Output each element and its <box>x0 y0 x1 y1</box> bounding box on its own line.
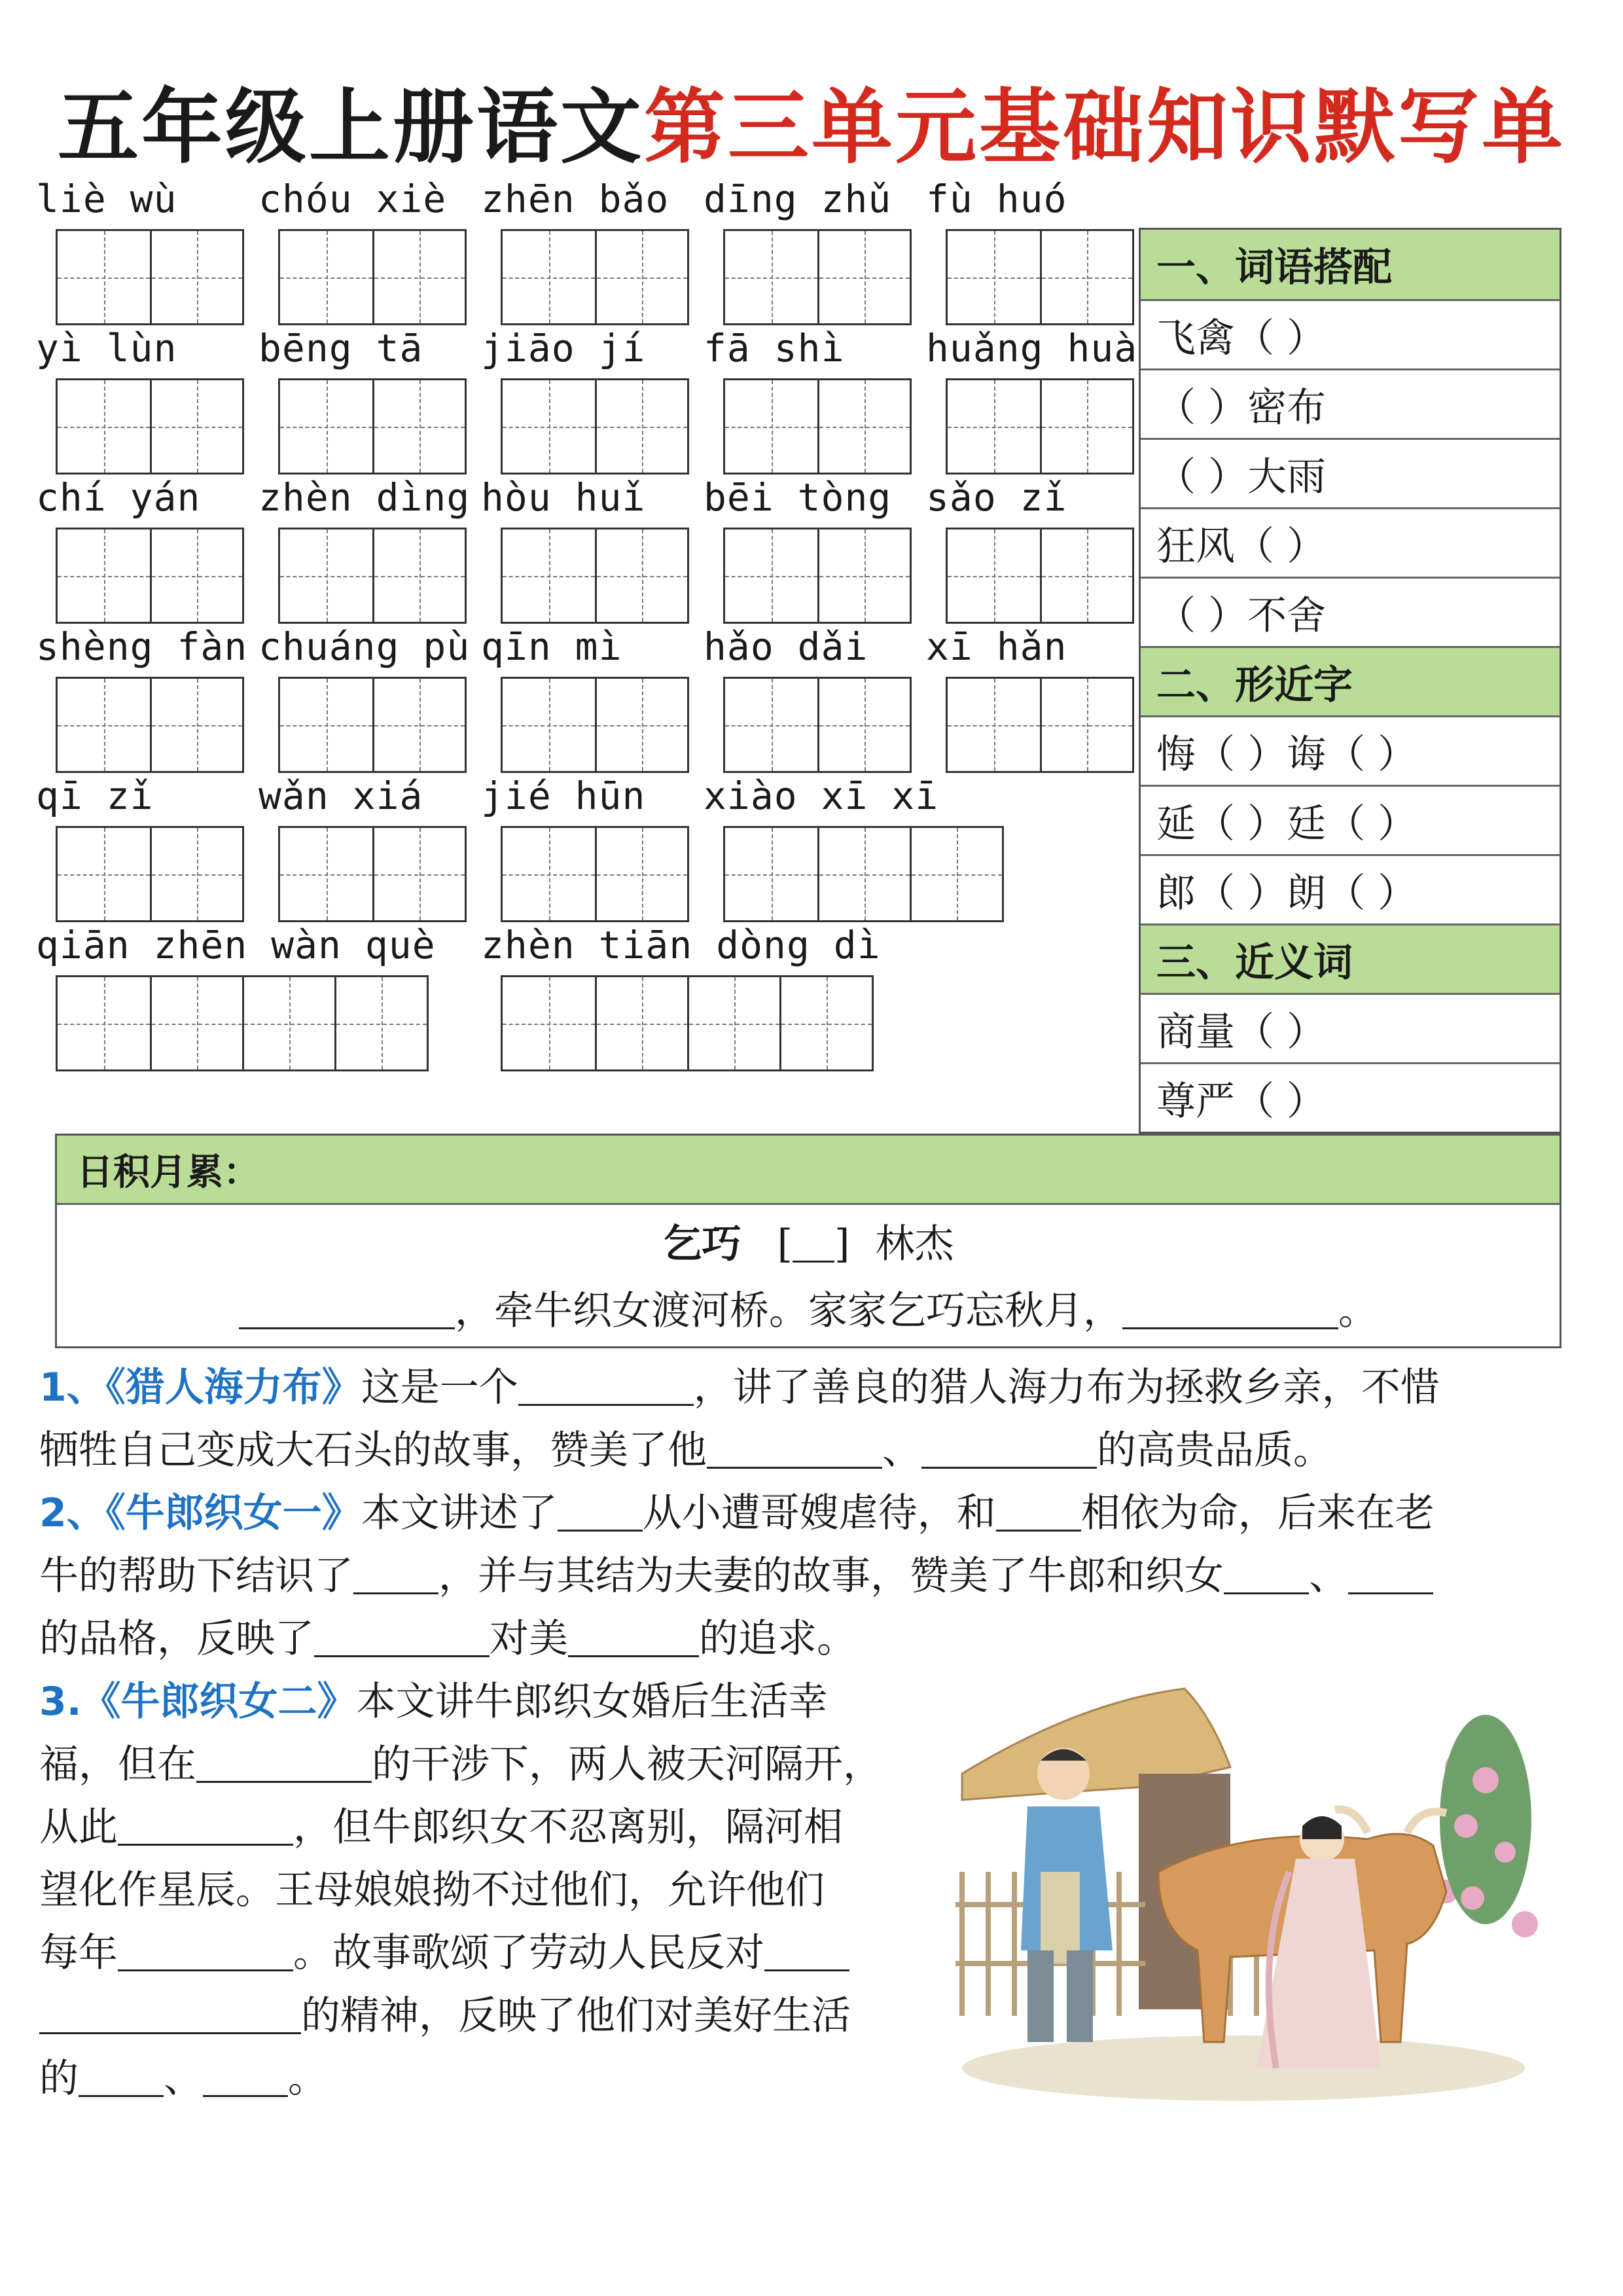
word-match-item[interactable]: 飞禽（ ） <box>1141 299 1560 368</box>
pinyin-label: wǎn xiá <box>259 774 423 818</box>
pinyin-label: zhēn bǎo <box>481 177 669 221</box>
synonym-item[interactable]: 商量（ ） <box>1141 993 1560 1062</box>
q3-blank-5[interactable] <box>39 1996 301 2034</box>
tianzi-cell[interactable] <box>503 977 595 1069</box>
pinyin-label: jiāo jí <box>481 326 646 370</box>
tianzi-box-group <box>501 677 689 773</box>
pinyin-label: chuáng pù <box>259 624 471 669</box>
word-match-item[interactable]: （ ）大雨 <box>1141 438 1560 507</box>
q3-text: 。故事歌颂了劳动人民反对 <box>293 1930 764 1976</box>
tianzi-cell[interactable] <box>372 679 465 771</box>
tianzi-cell[interactable] <box>948 231 1040 323</box>
tianzi-cell[interactable] <box>817 828 910 920</box>
pinyin-label: shèng fàn <box>36 624 248 669</box>
tianzi-cell[interactable] <box>948 380 1040 473</box>
tianzi-cell[interactable] <box>725 231 817 323</box>
tianzi-cell[interactable] <box>280 380 372 473</box>
pinyin-writing-grid <box>36 177 1138 1067</box>
synonym-item[interactable]: 尊严（ ） <box>1141 1062 1560 1132</box>
word-match-item[interactable]: （ ）不舍 <box>1141 577 1560 646</box>
pinyin-label: qiān zhēn wàn què <box>36 923 436 967</box>
question-3 <box>39 1670 916 2110</box>
pinyin-label: huǎng huà <box>926 326 1138 370</box>
tianzi-cell[interactable] <box>372 529 465 622</box>
word-match-item[interactable]: （ ）密布 <box>1141 368 1560 438</box>
q3-text: ，但牛郎织女不忍离别，隔河相 <box>293 1804 843 1850</box>
tianzi-cell[interactable] <box>910 828 1002 920</box>
q2-blank-2[interactable] <box>996 1493 1081 1532</box>
dynasty-blank[interactable] <box>793 1224 834 1263</box>
tianzi-cell[interactable] <box>372 231 465 323</box>
q1-text: 这是一个 <box>361 1365 518 1410</box>
tianzi-box-group <box>501 826 689 922</box>
tianzi-cell[interactable] <box>725 529 817 622</box>
tianzi-box-group <box>723 528 912 624</box>
tianzi-cell[interactable] <box>725 828 817 920</box>
dynasty-bracket-close: ] <box>834 1221 850 1267</box>
tianzi-box-group <box>946 677 1134 773</box>
tianzi-cell[interactable] <box>150 231 242 323</box>
q2-blank-1[interactable] <box>558 1493 643 1532</box>
pinyin-label: chí yán <box>36 475 201 520</box>
question-2 <box>39 1482 1435 1670</box>
q3-blank-2[interactable] <box>118 1807 293 1846</box>
tianzi-cell[interactable] <box>817 679 910 771</box>
pinyin-label: hǎo dǎi <box>704 624 868 669</box>
word-match-item[interactable]: 狂风（ ） <box>1141 507 1560 577</box>
poem-end: 。 <box>1338 1288 1378 1334</box>
tianzi-cell[interactable] <box>58 977 150 1069</box>
tianzi-box-group <box>723 826 1004 922</box>
tianzi-box-group <box>501 378 689 475</box>
pinyin-label: jié hūn <box>481 774 646 818</box>
tianzi-cell[interactable] <box>150 380 242 473</box>
tianzi-cell[interactable] <box>595 828 687 920</box>
q3-text: 本文讲牛郎织女婚后生活幸 <box>356 1679 828 1725</box>
q3-blank-3[interactable] <box>118 1933 293 1971</box>
pinyin-label: fā shì <box>704 326 845 370</box>
q3-text: 的干涉下，两人被天河隔开， <box>372 1742 882 1787</box>
q1-blank-2[interactable] <box>707 1430 882 1469</box>
q2-text: 本文讲述了 <box>361 1490 558 1536</box>
q1-heading: 1、《猎人海力布》 <box>39 1365 361 1410</box>
tianzi-box-group <box>946 528 1134 624</box>
q3-text: 的 <box>39 2056 79 2102</box>
pinyin-label: dīng zhǔ <box>704 177 892 221</box>
tianzi-cell[interactable] <box>280 679 372 771</box>
tianzi-box-group <box>723 229 912 325</box>
q2-blank-6[interactable] <box>314 1619 490 1657</box>
q2-text: 对美 <box>490 1616 568 1662</box>
q2-text: 的品格，反映了 <box>39 1616 314 1662</box>
title-part-2: 第三单元基础知识默写单 <box>644 81 1566 175</box>
q3-text: 福，但在 <box>39 1742 196 1787</box>
q1-blank-3[interactable] <box>921 1430 1097 1469</box>
tianzi-box-group <box>723 378 912 475</box>
tianzi-box-group <box>501 528 689 624</box>
pinyin-label: yì lùn <box>36 326 177 370</box>
tianzi-cell[interactable] <box>687 977 779 1069</box>
pinyin-label: liè wù <box>36 177 177 221</box>
q3-text: 的精神，反映了他们对美好生活 <box>301 1993 851 2039</box>
q1-text: 的高贵品质。 <box>1097 1427 1332 1473</box>
pinyin-label: qī zǐ <box>36 774 154 818</box>
tianzi-cell[interactable] <box>280 529 372 622</box>
q1-text: ，讲了善良的猎人海力布为拯救乡亲，不惜 <box>693 1365 1440 1410</box>
poem-blank-1[interactable] <box>239 1291 455 1329</box>
pinyin-label: bēi tòng <box>704 475 892 520</box>
tianzi-cell[interactable] <box>58 679 150 771</box>
side-panel <box>1139 228 1561 1134</box>
tianzi-cell[interactable] <box>595 529 687 622</box>
tianzi-box-group <box>278 229 467 325</box>
tianzi-cell[interactable] <box>150 679 242 771</box>
tianzi-cell[interactable] <box>595 977 687 1069</box>
similar-char-item[interactable]: 延（ ）廷（ ） <box>1141 785 1560 854</box>
q2-blank-4[interactable] <box>1224 1556 1309 1594</box>
tianzi-box-group <box>278 826 467 922</box>
pinyin-label: qīn mì <box>481 624 622 669</box>
tianzi-cell[interactable] <box>150 977 242 1069</box>
tianzi-cell[interactable] <box>1040 231 1132 323</box>
q2-text: 从小遭哥嫂虐待，和 <box>642 1490 996 1536</box>
accumulation-label: 日积月累： <box>57 1136 1560 1205</box>
title-part-1: 五年级上册语文 <box>57 81 644 175</box>
tianzi-cell[interactable] <box>817 380 910 473</box>
tianzi-cell[interactable] <box>58 231 150 323</box>
tianzi-box-group <box>946 229 1134 325</box>
q2-text: 、 <box>1309 1553 1348 1599</box>
q3-text: 望化作星辰。王母娘娘拗不过他们，允许他们 <box>39 1867 825 1913</box>
section-synonyms-title: 三、近义词 <box>1141 924 1560 993</box>
similar-char-item[interactable]: 郎（ ）朗（ ） <box>1141 854 1560 924</box>
tianzi-cell[interactable] <box>503 679 595 771</box>
tianzi-box-group <box>56 378 244 475</box>
q3-blank-6[interactable] <box>79 2058 164 2097</box>
tianzi-cell[interactable] <box>595 231 687 323</box>
q2-text: 牛的帮助下结识了 <box>39 1553 353 1599</box>
tianzi-cell[interactable] <box>503 231 595 323</box>
pinyin-label: zhèn dìng <box>259 475 471 520</box>
q2-heading: 2、《牛郎织女一》 <box>39 1490 361 1536</box>
tianzi-cell[interactable] <box>150 828 242 920</box>
q2-text: 的追求。 <box>699 1616 856 1662</box>
tianzi-box-group <box>56 826 244 922</box>
tianzi-cell[interactable] <box>372 380 465 473</box>
q3-text: 每年 <box>39 1930 118 1976</box>
question-1 <box>39 1356 1440 1482</box>
tianzi-cell[interactable] <box>242 977 334 1069</box>
daily-accumulation-box <box>55 1134 1561 1348</box>
pinyin-label: zhèn tiān dòng dì <box>481 923 881 967</box>
tianzi-box-group <box>946 378 1134 475</box>
pinyin-label: xiào xī xī <box>704 774 939 818</box>
poem-blank-2[interactable] <box>1122 1291 1338 1329</box>
cowherd-weaver-illustration <box>949 1676 1558 2108</box>
tianzi-cell[interactable] <box>948 679 1040 771</box>
tianzi-box-group <box>278 528 467 624</box>
q3-blank-1[interactable] <box>196 1744 372 1783</box>
tianzi-cell[interactable] <box>779 977 872 1069</box>
section-similar-chars-title: 二、形近字 <box>1141 646 1560 715</box>
q2-blank-3[interactable] <box>353 1556 438 1594</box>
q3-text: 。 <box>288 2056 327 2102</box>
q2-text: 相依为命，后来在老 <box>1080 1490 1435 1536</box>
tianzi-cell[interactable] <box>503 828 595 920</box>
tianzi-cell[interactable] <box>58 828 150 920</box>
tianzi-cell[interactable] <box>503 529 595 622</box>
pinyin-label: chóu xiè <box>259 177 447 221</box>
poet-name: 林杰 <box>875 1221 954 1267</box>
tianzi-box-group <box>56 528 244 624</box>
pinyin-label: xī hǎn <box>926 624 1067 669</box>
q3-blank-4[interactable] <box>764 1933 849 1971</box>
tianzi-box-group <box>56 229 244 325</box>
pinyin-label: hòu huǐ <box>481 475 646 520</box>
pinyin-label: sǎo zǐ <box>926 475 1067 520</box>
poem-heading <box>57 1213 1560 1269</box>
pinyin-label: fù huó <box>926 177 1067 221</box>
tianzi-cell[interactable] <box>817 529 910 622</box>
tianzi-cell[interactable] <box>280 231 372 323</box>
q1-text: 、 <box>882 1427 921 1473</box>
q2-blank-7[interactable] <box>568 1619 699 1657</box>
tianzi-box-group <box>501 229 689 325</box>
tianzi-cell[interactable] <box>595 679 687 771</box>
tianzi-cell[interactable] <box>503 380 595 473</box>
q3-blank-7[interactable] <box>203 2058 288 2097</box>
poem-middle: ，牵牛织女渡河桥。家家乞巧忘秋月， <box>455 1288 1122 1334</box>
tianzi-cell[interactable] <box>595 380 687 473</box>
q1-blank-1[interactable] <box>518 1367 694 1406</box>
tianzi-box-group <box>723 677 912 773</box>
tianzi-cell[interactable] <box>372 828 465 920</box>
tianzi-cell[interactable] <box>150 529 242 622</box>
q3-text: 从此 <box>39 1804 118 1850</box>
tianzi-cell[interactable] <box>725 679 817 771</box>
tianzi-cell[interactable] <box>280 828 372 920</box>
pinyin-label: bēng tā <box>259 326 423 370</box>
q1-text: 牺牲自己变成大石头的故事，赞美了他 <box>39 1427 707 1473</box>
tianzi-cell[interactable] <box>58 529 150 622</box>
tianzi-cell[interactable] <box>817 231 910 323</box>
dynasty-bracket-open: [ <box>777 1221 793 1267</box>
tianzi-cell[interactable] <box>1040 380 1132 473</box>
q2-text: ，并与其结为夫妻的故事，赞美了牛郎和织女 <box>438 1553 1224 1599</box>
q2-blank-5[interactable] <box>1348 1556 1433 1594</box>
tianzi-box-group <box>56 677 244 773</box>
similar-char-item[interactable]: 悔（ ）诲（ ） <box>1141 715 1560 785</box>
tianzi-cell[interactable] <box>1040 529 1132 622</box>
tianzi-cell[interactable] <box>1040 679 1132 771</box>
page-title <box>0 62 1623 179</box>
q3-heading: 3.《牛郎织女二》 <box>39 1679 357 1725</box>
poem-line <box>57 1280 1560 1336</box>
tianzi-cell[interactable] <box>334 977 427 1069</box>
poem-name: 乞巧 <box>662 1221 741 1267</box>
tianzi-cell[interactable] <box>948 529 1040 622</box>
tianzi-box-group <box>278 378 467 475</box>
tianzi-cell[interactable] <box>725 380 817 473</box>
tianzi-box-group <box>56 975 429 1071</box>
tianzi-box-group <box>278 677 467 773</box>
tianzi-box-group <box>501 975 874 1071</box>
tianzi-cell[interactable] <box>58 380 150 473</box>
q3-text: 、 <box>164 2056 203 2102</box>
section-word-match-title: 一、词语搭配 <box>1141 230 1560 299</box>
